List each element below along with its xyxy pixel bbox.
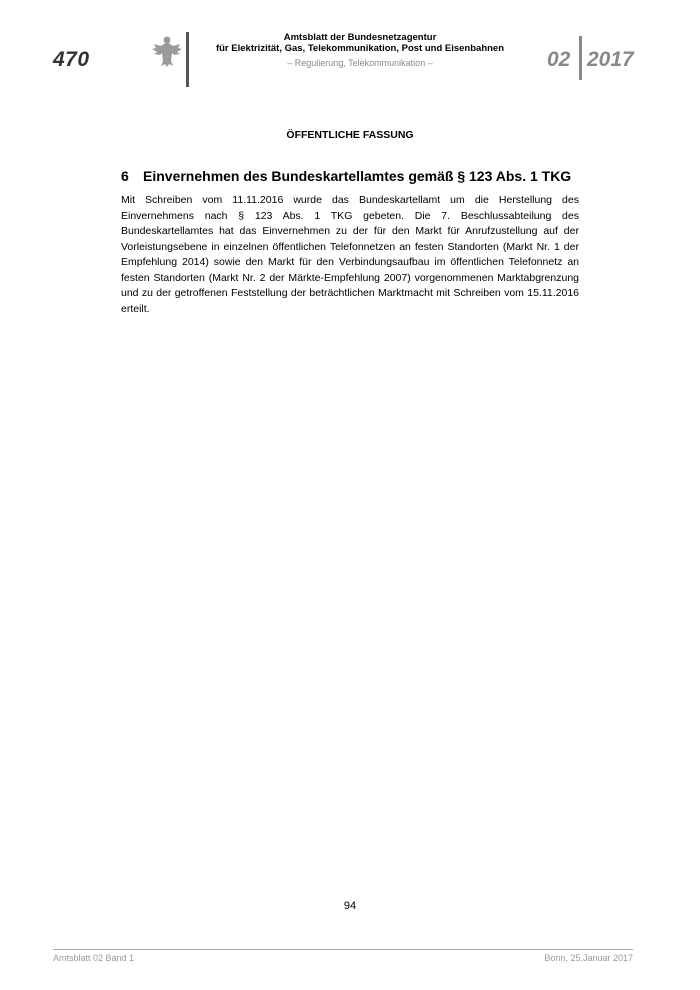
page-number: 470 [53, 48, 90, 71]
masthead-department: – Regulierung, Telekommunikation – [287, 58, 433, 68]
masthead-subtitle: für Elektrizität, Gas, Telekommunikation, Post und Eisenbahnen [215, 43, 505, 54]
body-paragraph: Mit Schreiben vom 11.11.2016 wurde das Bundeskartellamt um die Herstellung des Einvernehmens nach § 123 Abs. 1 TKG gebeten. Die 7. Beschlussabteilung des Bundeskartellamtes hat das Einvernehmen zu der für den Markt für Anrufzustellung auf der Vorleistungsebene in einzelnen öffentlichen Telefonnetzen an festen Standorten (Markt Nr. 1 der Empfehlung 2014) sowie den Markt für den Verbindungsaufbau im öffentlichen Telefonnetz an festen Standorten (Markt Nr. 2 der Märkte-Empfehlung 2007) vorgenommenen Marktabgrenzung und zu der getroffenen Feststellung der beträchtlichen Marktmacht mit Schreiben vom 15.11.2016 erteilt. [121, 194, 579, 315]
issue-number: 02 [547, 48, 571, 71]
footer-date: Bonn, 25.Januar 2017 [544, 953, 633, 963]
federal-eagle-icon [150, 33, 184, 67]
issue-divider [579, 36, 582, 80]
section-number: 6 [121, 168, 129, 184]
emblem-divider [186, 32, 189, 87]
masthead [200, 32, 520, 69]
footer-publication: Amtsblatt 02 Band 1 [53, 953, 135, 963]
masthead-title: Amtsblatt der Bundesnetzagentur [283, 32, 437, 43]
issue-year: 2017 [587, 48, 634, 71]
footer-divider [53, 949, 633, 950]
section-heading [121, 168, 591, 184]
section-title: Einvernehmen des Bundeskartellamtes gemäß § 123 Abs. 1 TKG [143, 168, 572, 184]
version-label: ÖFFENTLICHE FASSUNG [286, 129, 414, 141]
footer-page-number: 94 [343, 900, 357, 912]
